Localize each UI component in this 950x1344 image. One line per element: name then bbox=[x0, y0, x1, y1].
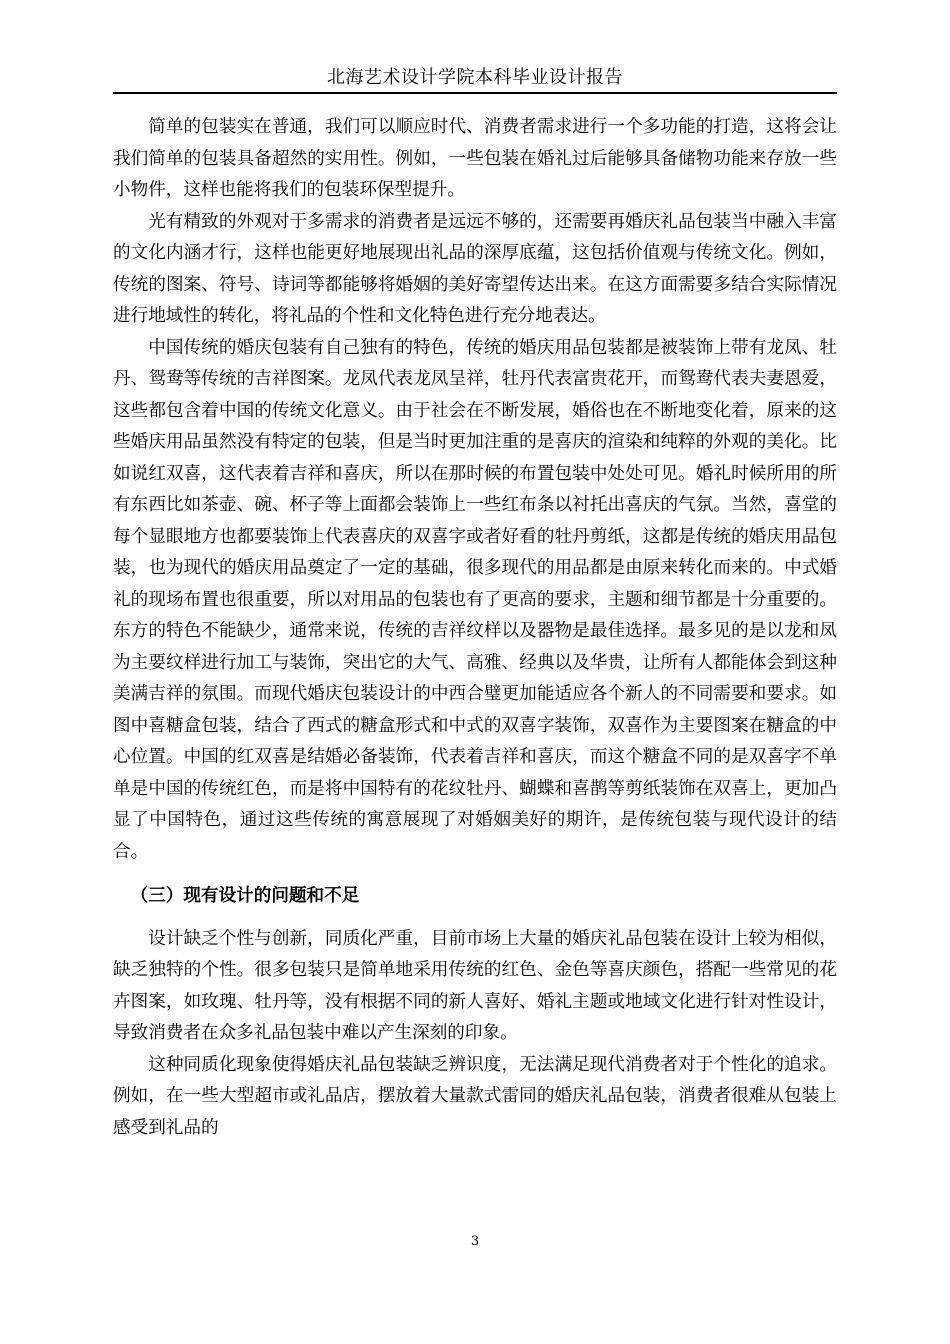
body-paragraph: 这种同质化现象使得婚庆礼品包装缺乏辨识度，无法满足现代消费者对于个性化的追求。例如，在一些大型超市或礼品店，摆放着大量款式雷同的婚庆礼品包装，消费者很难从包装上感受到礼品的 bbox=[113, 1054, 837, 1138]
document-body bbox=[113, 112, 837, 1144]
body-paragraph: 简单的包装实在普通，我们可以顺应时代、消费者需求进行一个多功能的打造，这将会让我们简单的包装具备超然的实用性。例如，一些包装在婚礼过后能够具备储物功能来存放一些小物件，这样也能将我们的包装环保型提升。 bbox=[113, 117, 837, 200]
header-divider bbox=[113, 92, 837, 94]
page-number: 3 bbox=[470, 1234, 480, 1249]
section-heading: （三）现有设计的问题和不足 bbox=[130, 885, 360, 906]
body-paragraph: 设计缺乏个性与创新，同质化严重，目前市场上大量的婚庆礼品包装在设计上较为相似，缺乏独特的个性。很多包装只是简单地采用传统的红色、金色等喜庆颜色，搭配一些常见的花卉图案，如玫瑰、牡丹等，没有根据不同的新人喜好、婚礼主题或地域文化进行针对性设计，导致消费者在众多礼品包装中难以产生深刻的印象。 bbox=[113, 928, 837, 1043]
page-header: 北海艺术设计学院本科毕业设计报告 bbox=[327, 67, 623, 88]
body-paragraph: 光有精致的外观对于多需求的消费者是远远不够的，还需要再婚庆礼品包装当中融入丰富的文化内涵才行，这样也能更好地展现出礼品的深厚底蕴，这包括价值观与传统文化。例如，传统的图案、符号、诗词等都能够将婚姻的美好寄望传达出来。在这方面需要多结合实际情况进行地域性的转化，将礼品的个性和文化特色进行充分地表达。 bbox=[113, 211, 837, 326]
body-paragraph: 中国传统的婚庆包装有自己独有的特色，传统的婚庆用品包装都是被装饰上带有龙凤、牡丹、鸳鸯等传统的吉祥图案。龙凤代表龙凤呈祥，牡丹代表富贵花开，而鸳鸯代表夫妻恩爱，这些都包含着中国的传统文化意义。由于社会在不断发展，婚俗也在不断地变化着，原来的这些婚庆用品虽然没有特定的包装，但是当时更加注重的是喜庆的渲染和纯粹的外观的美化。比如说红双喜，这代表着吉祥和喜庆，所以在那时候的布置包装中处处可见。婚礼时候所用的所有东西比如茶壶、碗、杯子等上面都会装饰上一些红布条以衬托出喜庆的气氛。当然，喜堂的每个显眼地方也都要装饰上代表喜庆的双喜字或者好看的牡丹剪纸，这都是传统的婚庆用品包装，也为现代的婚庆用品奠定了一定的基础，很多现代的用品都是由原来转化而来的。中式婚礼的现场布置也很重要，所以对用品的包装也有了更高的要求，主题和细节都是十分重要的。东方的特色不能缺少，通常来说，传统的吉祥纹样以及器物是最佳选择。最多见的是以龙和凤为主要纹样进行加工与装饰，突出它的大气、高雅、经典以及华贵，让所有人都能体会到这种美满吉祥的氛围。而现代婚庆包装设计的中西合璧更加能适应各个新人的不同需要和要求。如图中喜糖盒包装，结合了西式的糖盒形式和中式的双喜字装饰，双喜作为主要图案在糖盒的中心位置。中国的红双喜是结婚必备装饰，代表着吉祥和喜庆，而这个糖盒不同的是双喜字不单单是中国的传统红色，而是将中国特有的花纹牡丹、蝴蝶和喜鹊等剪纸装饰在双喜上，更加凸显了中国特色，通过这些传统的寓意展现了对婚姻美好的期许，是传统包装与现代设计的结合。 bbox=[113, 337, 837, 862]
